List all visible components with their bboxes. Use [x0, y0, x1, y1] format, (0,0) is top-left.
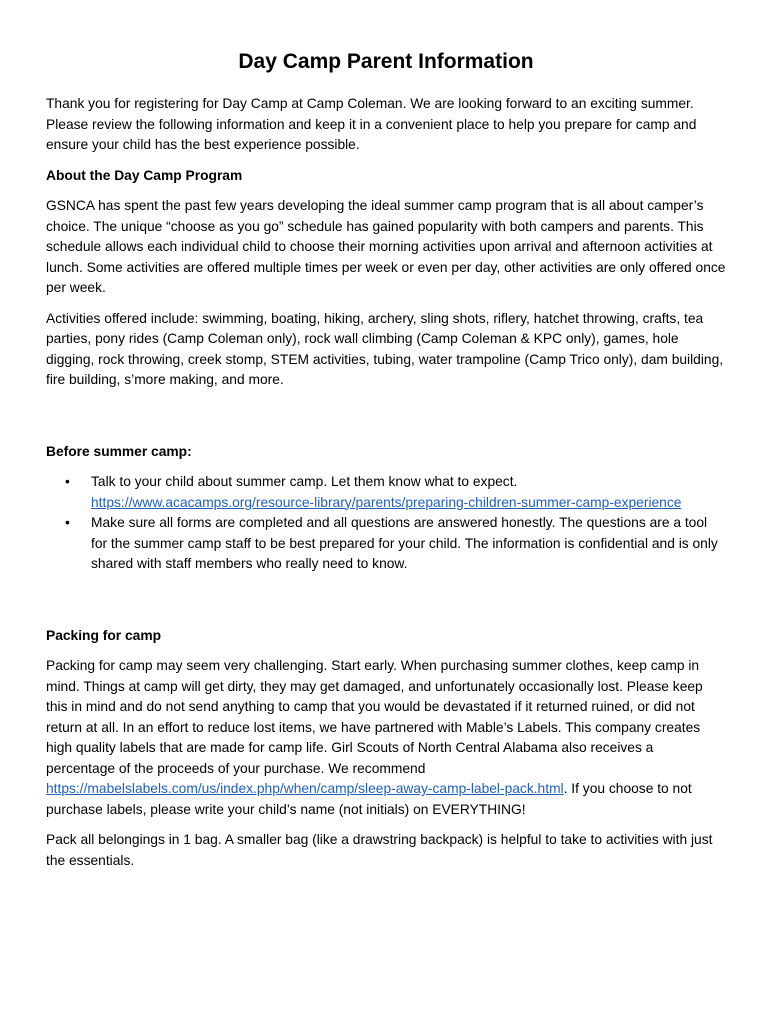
- about-paragraph-activities: Activities offered include: swimming, boating, hiking, archery, sling shots, riflery, hatchet throwing, crafts, tea parties, pony rides (Camp Coleman only), rock wall climbing (Camp Coleman & KPC only), games, hole digging, rock throwing, creek stomp, STEM activities, tubing, water trampoline (Camp Trico only), dam building, fire building, s’more making, and more.: [46, 310, 724, 387]
- list-item: [46, 472, 726, 513]
- page-title: Day Camp Parent Information: [238, 50, 534, 73]
- bullet-icon: •: [65, 515, 70, 530]
- list-item-text: Make sure all forms are completed and all questions are answered honestly. The questions are a tool for the summer camp staff to be best prepared for your child. The information is confidential and is only shared with staff members who really need to know.: [91, 515, 718, 571]
- intro-paragraph: Thank you for registering for Day Camp at Camp Coleman. We are looking forward to an exciting summer. Please review the following information and keep it in a convenient place to help you prepare for camp and ensure your child has the best experience possible.: [46, 96, 697, 152]
- bullet-icon: •: [65, 474, 70, 489]
- document-page: [46, 46, 726, 881]
- packing-heading: Packing for camp: [46, 627, 162, 643]
- before-camp-list: [46, 472, 726, 575]
- mabels-labels-link[interactable]: https://mabelslabels.com/us/index.php/when/camp/sleep-away-camp-label-pack.html: [46, 781, 564, 796]
- packing-text-after-link: . If you choose to not purchase labels, please write your child’s name (not initials) on EVERYTHING!: [46, 781, 692, 817]
- packing-paragraph-bag: Pack all belongings in 1 bag. A smaller bag (like a drawstring backpack) is helpful to take to activities with just the essentials.: [46, 832, 713, 868]
- about-heading: About the Day Camp Program: [46, 167, 243, 183]
- packing-text-before-link: Packing for camp may seem very challenging. Start early. When purchasing summer clothes, keep camp in mind. Things at camp will get dirty, they may get damaged, and unfortunately occasionally lost. Please keep this in mind and do not send anything to camp that you would be devastated if it returned ruined, or did not return at all. In an effort to reduce lost items, we have partnered with Mable’s Labels. This company creates high quality labels that are made for camp life. Girl Scouts of North Central Alabama also receives a percentage of the proceeds of your purchase. We recommend: [46, 658, 703, 776]
- acacamps-link[interactable]: https://www.acacamps.org/resource-library/parents/preparing-children-summer-camp-experience: [91, 494, 682, 510]
- before-camp-heading: Before summer camp:: [46, 443, 192, 459]
- about-paragraph-schedule: GSNCA has spent the past few years developing the ideal summer camp program that is all about camper’s choice. The unique “choose as you go” schedule has gained popularity with both campers and parents. This schedule allows each individual child to choose their morning activities upon arrival and afternoon activities at lunch. Some activities are offered multiple times per week or even per day, other activities are only offered once per week.: [46, 198, 726, 295]
- list-item-text: Talk to your child about summer camp. Let them know what to expect.: [91, 474, 518, 489]
- list-item: [46, 513, 726, 575]
- packing-paragraph-labels: [46, 656, 726, 820]
